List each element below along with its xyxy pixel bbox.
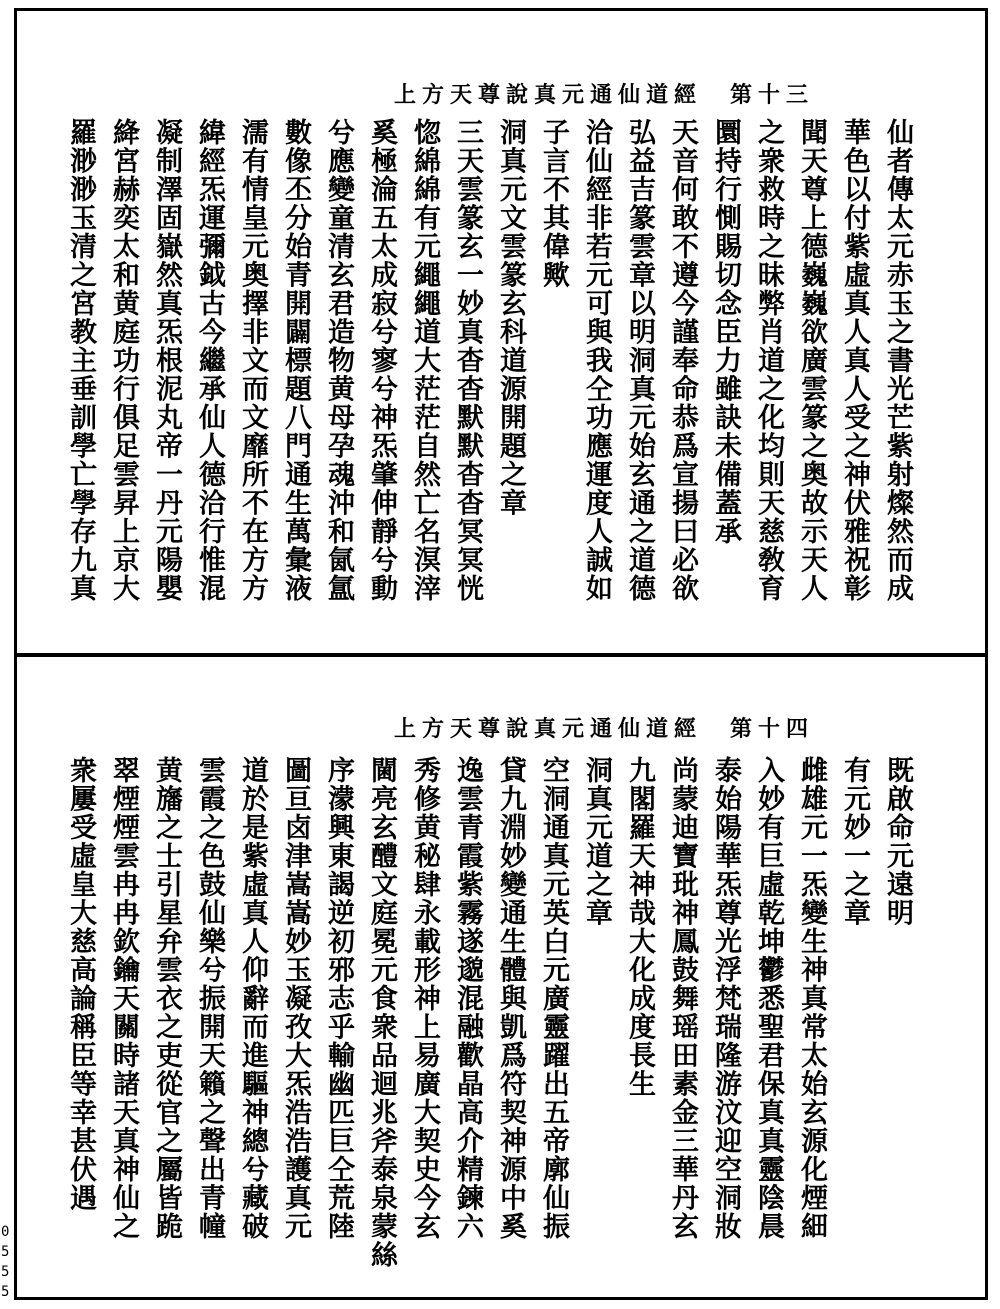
- bottom-header: 上方天尊說真元通仙道經 第十四: [393, 716, 814, 742]
- text-column: 尚蒙迪寶玭神鳳鼓舞瑶田素金三華丹玄: [667, 756, 698, 1241]
- top-text-columns: [64, 118, 914, 628]
- text-column: 翠煙煙雲冉冉欽鑰天關時諸天真神仙之: [108, 756, 139, 1241]
- text-column: 數像丕分始青開闢標題八門通生萬彙液: [280, 118, 311, 603]
- text-column: 羅渺渺玉清之宮教主垂訓學亡學存九真: [65, 118, 96, 603]
- text-column: 緯經炁運彌鉞古今繼承仙人德洽行惟混: [194, 118, 225, 603]
- bottom-text-columns: [64, 756, 914, 1272]
- text-column: 聞天尊上德巍巍欲廣雲篆之奥故示天人: [796, 118, 827, 603]
- text-column: 圖亘卤津嵩嵩妙玉凝孜大炁浩浩護真元: [280, 756, 311, 1241]
- text-column: 兮應變童清玄君造物黄母孕魂沖和氤氲: [323, 118, 354, 603]
- text-column: 三天雲篆玄一妙真杳杳默默杳杳冥冥恍: [452, 118, 483, 603]
- text-column: 圜持行惻賜切念臣力雖訣未備蓋承: [710, 118, 741, 546]
- text-column: 凝制澤固嶽然真炁根泥丸帝一丹元陽嬰: [151, 118, 182, 603]
- text-column: 逸雲青霞紫霧遂邈混融歡晶高介精鍊六: [452, 756, 483, 1241]
- text-column: 惚綿綿有元繩繩道大茫茫自然亡名溟滓: [409, 118, 440, 603]
- text-column: 有元妙一之章: [839, 756, 870, 927]
- text-column: 洽仙經非若元可與我仝功應運度人誠如: [581, 118, 612, 603]
- text-column: 既啟命元遠明: [882, 756, 913, 927]
- text-column: 九閣羅天神哉大化成度長生: [624, 756, 655, 1098]
- text-column: 序濛興東謁逆初邪志乎輸幽匹巨仝荒陸: [323, 756, 354, 1241]
- text-column: 泰始陽華炁尊光浮梵瑞隆游汶迎空洞妝: [710, 756, 741, 1241]
- text-column: 道於是紫虛真人仰辭而進驅神總兮藏破: [237, 756, 268, 1241]
- text-column: 華色以付紫虛真人真人受之神伏雅祝彰: [839, 118, 870, 603]
- text-column: 之衆救時之昧弊肖道之化均則天慈敎育: [753, 118, 784, 603]
- page-number: 0555: [1, 1224, 10, 1300]
- top-panel: [24, 18, 974, 648]
- panel-divider: [14, 653, 988, 657]
- text-column: 秀修黄秘肆永載形神上易廣大契史今玄: [409, 756, 440, 1241]
- text-column: 洞真元道之章: [581, 756, 612, 927]
- text-column: 空洞通真元英白元廣靈躍出五帝廓仙振: [538, 756, 569, 1241]
- text-column: 弘益吉篆雲章以明洞真元始玄通之道德: [624, 118, 655, 603]
- text-column: 入妙有巨虛乾坤鬱悉聖君保真真靈陰晨: [753, 756, 784, 1241]
- text-column: 黄旛之士引星弁雲衣之吏從官之屬皆跪: [151, 756, 182, 1241]
- text-column: 濡有情皇元奥擇非文而文靡所不在方方: [237, 118, 268, 603]
- text-column: 天音何敢不遵今謹奉命恭爲宣揚曰必欲: [667, 118, 698, 603]
- text-column: 貸九淵妙變通生體與凱爲符契神源中奚: [495, 756, 526, 1241]
- text-column: 雲霞之色鼓仙樂兮振開天籟之聲出青幢: [194, 756, 225, 1241]
- text-column: 洞真元文雲篆玄科道源開題之章: [495, 118, 526, 517]
- text-column: 雌雄元一炁變生神真常太始玄源化煙細: [796, 756, 827, 1241]
- text-column: 仙者傳太元赤玉之書光芒紫射燦然而成: [882, 118, 913, 603]
- text-column: 奚極淪五太成寂兮寥兮神炁肇伸靜兮動: [366, 118, 397, 603]
- text-column: 子言不其偉歟: [538, 118, 569, 289]
- text-column: 衆屢受虛皇大慈高論稱臣等幸甚伏遇: [65, 756, 96, 1212]
- text-column: 閫亮玄醴文庭冕元食衆品迴兆斧泰泉蒙絲: [366, 756, 397, 1269]
- top-header: 上方天尊說真元通仙道經 第十三: [393, 82, 814, 108]
- bottom-panel: [24, 664, 974, 1292]
- text-column: 絳宮赫奕太和黄庭功行俱足雲昇上京大: [108, 118, 139, 603]
